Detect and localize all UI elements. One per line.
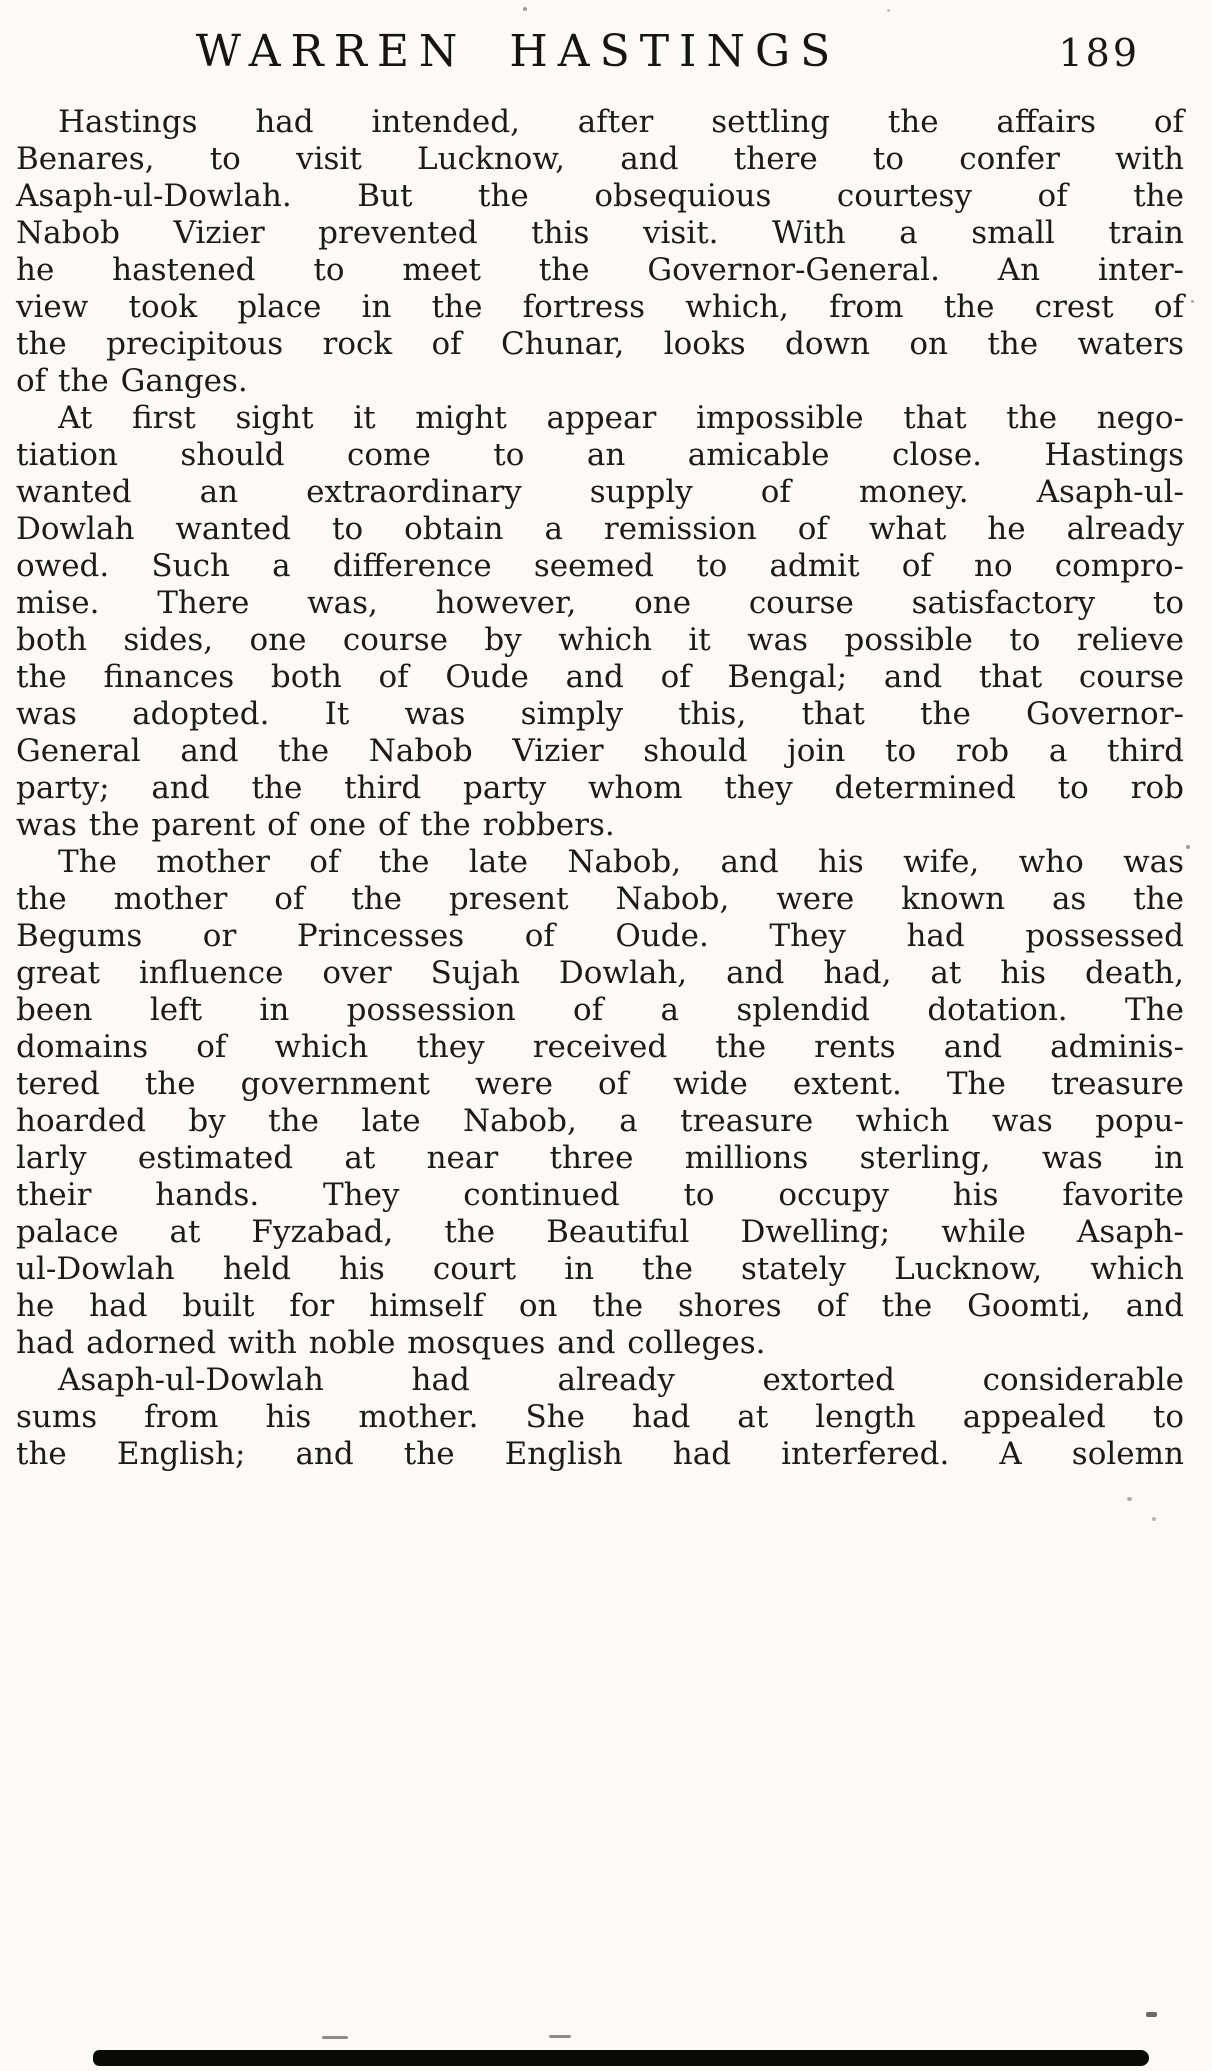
text-line: he had built for himself on the shores of the Goomti, and xyxy=(16,1288,1184,1324)
paragraph xyxy=(16,104,1184,400)
text-line: ul-Dowlah held his court in the stately Lucknow, which xyxy=(16,1251,1184,1287)
text-line: Nabob Vizier prevented this visit. With a small train xyxy=(16,215,1184,251)
scan-speck xyxy=(887,9,890,12)
scan-speck xyxy=(1152,1517,1156,1521)
text-line: Benares, to visit Lucknow, and there to confer with xyxy=(16,141,1184,177)
text-line: larly estimated at near three millions sterling, was in xyxy=(16,1140,1184,1176)
scan-dash xyxy=(1146,2012,1157,2017)
text-line: the precipitous rock of Chunar, looks down on the waters xyxy=(16,326,1184,362)
text-line: Asaph-ul-Dowlah had already extorted considerable xyxy=(58,1362,1184,1398)
text-line: At first sight it might appear impossible that the nego- xyxy=(58,400,1184,436)
scan-artifact-bar xyxy=(93,2050,1149,2066)
text-line: Hastings had intended, after settling the affairs of xyxy=(58,104,1184,140)
page-number: 189 xyxy=(1058,31,1140,75)
text-line: The mother of the late Nabob, and his wife, who was xyxy=(58,844,1184,880)
text-line: view took place in the fortress which, from the crest of xyxy=(16,289,1184,325)
text-line: domains of which they received the rents and adminis- xyxy=(16,1029,1184,1065)
scan-dash xyxy=(322,2036,348,2039)
text-line: tered the government were of wide extent. The treasure xyxy=(16,1066,1184,1102)
text-line: hoarded by the late Nabob, a treasure which was popu- xyxy=(16,1103,1184,1139)
text-line: was adopted. It was simply this, that the Governor- xyxy=(16,696,1184,732)
text-line: party; and the third party whom they determined to rob xyxy=(16,770,1184,806)
text-block xyxy=(0,98,1212,1473)
scan-speck xyxy=(1191,300,1194,303)
text-line: tiation should come to an amicable close. Hastings xyxy=(16,437,1184,473)
paragraph xyxy=(16,400,1184,844)
text-line: General and the Nabob Vizier should join to rob a third xyxy=(16,733,1184,769)
text-line: the English; and the English had interfered. A solemn xyxy=(16,1436,1184,1472)
text-line: Dowlah wanted to obtain a remission of what he already xyxy=(16,511,1184,547)
text-line: mise. There was, however, one course satisfactory to xyxy=(16,585,1184,621)
text-line: Asaph-ul-Dowlah. But the obsequious courtesy of the xyxy=(16,178,1184,214)
text-line: of the Ganges. xyxy=(16,363,248,399)
paragraph xyxy=(16,1362,1184,1473)
text-line: the mother of the present Nabob, were known as the xyxy=(16,881,1184,917)
text-line: sums from his mother. She had at length appealed to xyxy=(16,1399,1184,1435)
paragraph xyxy=(16,844,1184,1362)
text-line: both sides, one course by which it was possible to relieve xyxy=(16,622,1184,658)
text-line: great influence over Sujah Dowlah, and had, at his death, xyxy=(16,955,1184,991)
scan-speck xyxy=(1127,1497,1132,1501)
scan-speck xyxy=(523,7,527,11)
scan-speck xyxy=(1186,845,1190,849)
scan-dash xyxy=(549,2035,571,2038)
text-line: was the parent of one of the robbers. xyxy=(16,807,615,843)
text-line: Begums or Princesses of Oude. They had possessed xyxy=(16,918,1184,954)
text-line: had adorned with noble mosques and colleges. xyxy=(16,1325,766,1361)
text-line: owed. Such a difference seemed to admit of no compro- xyxy=(16,548,1184,584)
page-title: WARREN HASTINGS xyxy=(195,26,841,77)
text-line: been left in possession of a splendid dotation. The xyxy=(16,992,1184,1028)
text-line: the finances both of Oude and of Bengal; and that course xyxy=(16,659,1184,695)
text-line: their hands. They continued to occupy his favorite xyxy=(16,1177,1184,1213)
text-line: palace at Fyzabad, the Beautiful Dwelling; while Asaph- xyxy=(16,1214,1184,1250)
text-line: wanted an extraordinary supply of money. Asaph-ul- xyxy=(16,474,1184,510)
text-line: he hastened to meet the Governor-General. An inter- xyxy=(16,252,1184,288)
page-header xyxy=(0,0,1212,98)
